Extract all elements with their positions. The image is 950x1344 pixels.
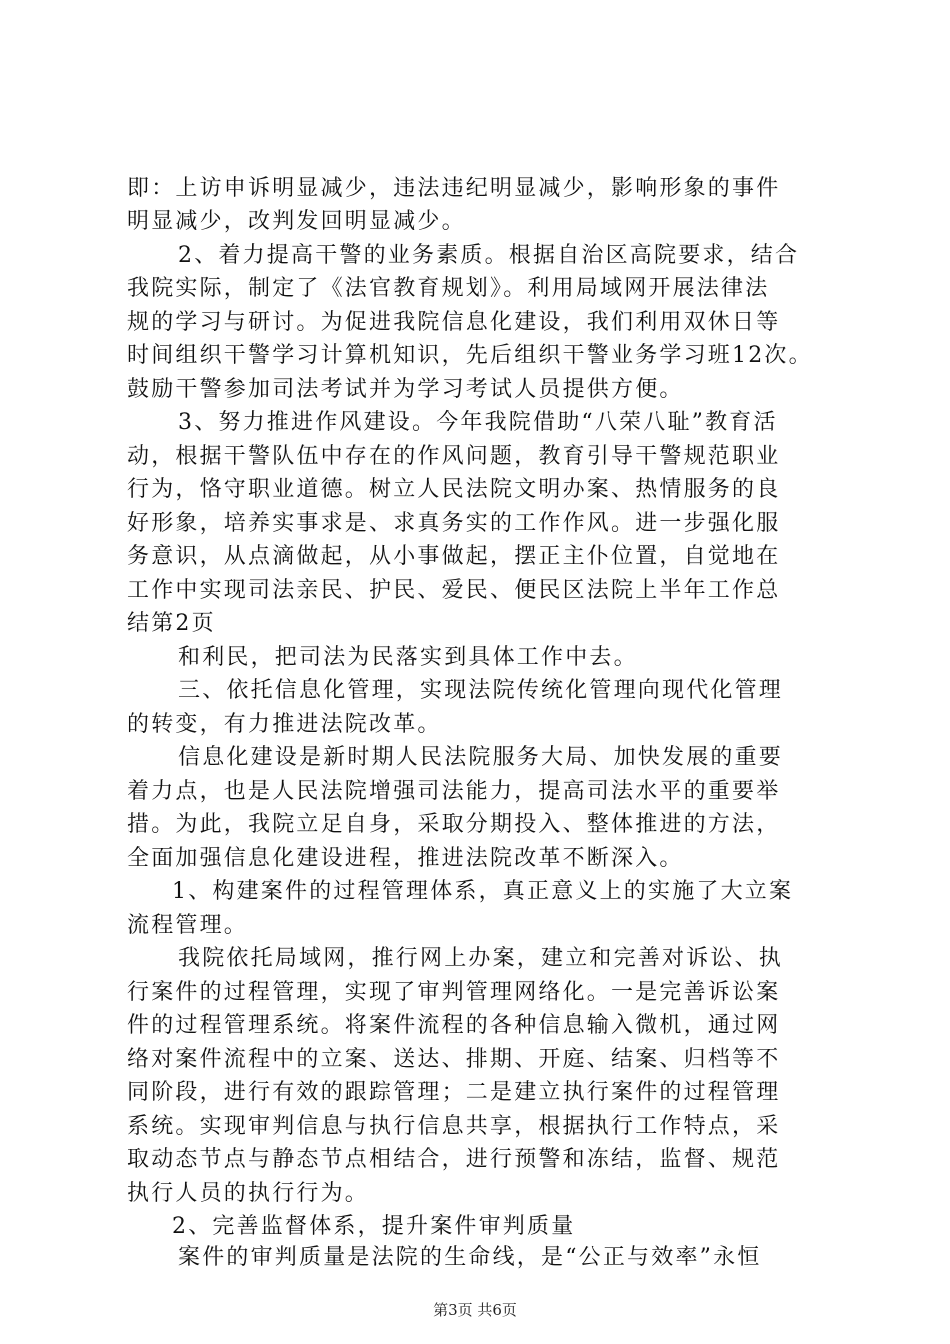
text-line: 执行人员的执行行为。 (127, 1181, 370, 1206)
text-line: 动，根据干警队伍中存在的作风问题，教育引导干警规范职业 (127, 444, 781, 469)
text-line: 件的过程管理系统。将案件流程的各种信息输入微机，通过网 (127, 1013, 781, 1038)
text-line: 流程管理。 (127, 913, 249, 938)
text-line: 时间组织干警学习计算机知识，先后组织干警业务学习班12次。 (127, 343, 813, 368)
text-line: 3、努力推进作风建设。今年我院借助“八荣八耻”教育活 (178, 410, 778, 435)
text-line: 我院实际，制定了《法官教育规划》。利用局域网开展法律法 (127, 276, 770, 301)
text-line: 全面加强信息化建设进程，推进法院改革不断深入。 (127, 846, 684, 871)
text-line: 络对案件流程中的立案、送达、排期、开庭、结案、归档等不 (127, 1047, 781, 1072)
text-line: 信息化建设是新时期人民法院服务大局、加快发展的重要 (178, 745, 784, 770)
text-line: 工作中实现司法亲民、护民、爱民、便民区法院上半年工作总 (127, 578, 781, 603)
text-line: 行案件的过程管理，实现了审判管理网络化。一是完善诉讼案 (127, 980, 781, 1005)
text-line: 取动态节点与静态节点相结合，进行预警和冻结，监督、规范 (127, 1147, 781, 1172)
text-line: 案件的审判质量是法院的生命线，是“公正与效率”永恒 (178, 1245, 762, 1270)
text-line: 我院依托局域网，推行网上办案，建立和完善对诉讼、执 (178, 946, 784, 971)
text-line: 措。为此，我院立足自身，采取分期投入、整体推进的方法， (127, 812, 781, 837)
page-footer: 第3页 共6页 (433, 1301, 517, 1319)
text-line: 和利民，把司法为民落实到具体工作中去。 (178, 645, 638, 670)
text-line: 行为，恪守职业道德。树立人民法院文明办案、热情服务的良 (127, 477, 781, 502)
text-line: 鼓励干警参加司法考试并为学习考试人员提供方便。 (127, 377, 684, 402)
text-line: 结第2页 (127, 611, 216, 636)
text-line: 务意识，从点滴做起，从小事做起，摆正主仆位置，自觉地在 (127, 544, 781, 569)
text-line: 好形象，培养实事求是、求真务实的工作作风。进一步强化服 (127, 511, 781, 536)
section-heading: 的转变，有力推进法院改革。 (127, 712, 442, 737)
section-heading: 三、依托信息化管理，实现法院传统化管理向现代化管理 (178, 678, 784, 703)
text-line: 明显减少，改判发回明显减少。 (127, 209, 466, 234)
text-line: 系统。实现审判信息与执行信息共享，根据执行工作特点，采 (127, 1114, 781, 1139)
text-line: 即：上访申诉明显减少，违法违纪明显减少，影响形象的事件 (127, 176, 781, 201)
text-line: 2、完善监督体系，提升案件审判质量 (172, 1214, 576, 1239)
text-line: 2、着力提高干警的业务素质。根据自治区高院要求，结合 (178, 243, 800, 268)
text-line: 同阶段，进行有效的跟踪管理；二是建立执行案件的过程管理 (127, 1080, 781, 1105)
text-line: 规的学习与研讨。为促进我院信息化建设，我们利用双休日等 (127, 310, 781, 335)
text-line: 1、构建案件的过程管理体系，真正意义上的实施了大立案 (172, 879, 794, 904)
text-line: 着力点，也是人民法院增强司法能力，提高司法水平的重要举 (127, 779, 781, 804)
